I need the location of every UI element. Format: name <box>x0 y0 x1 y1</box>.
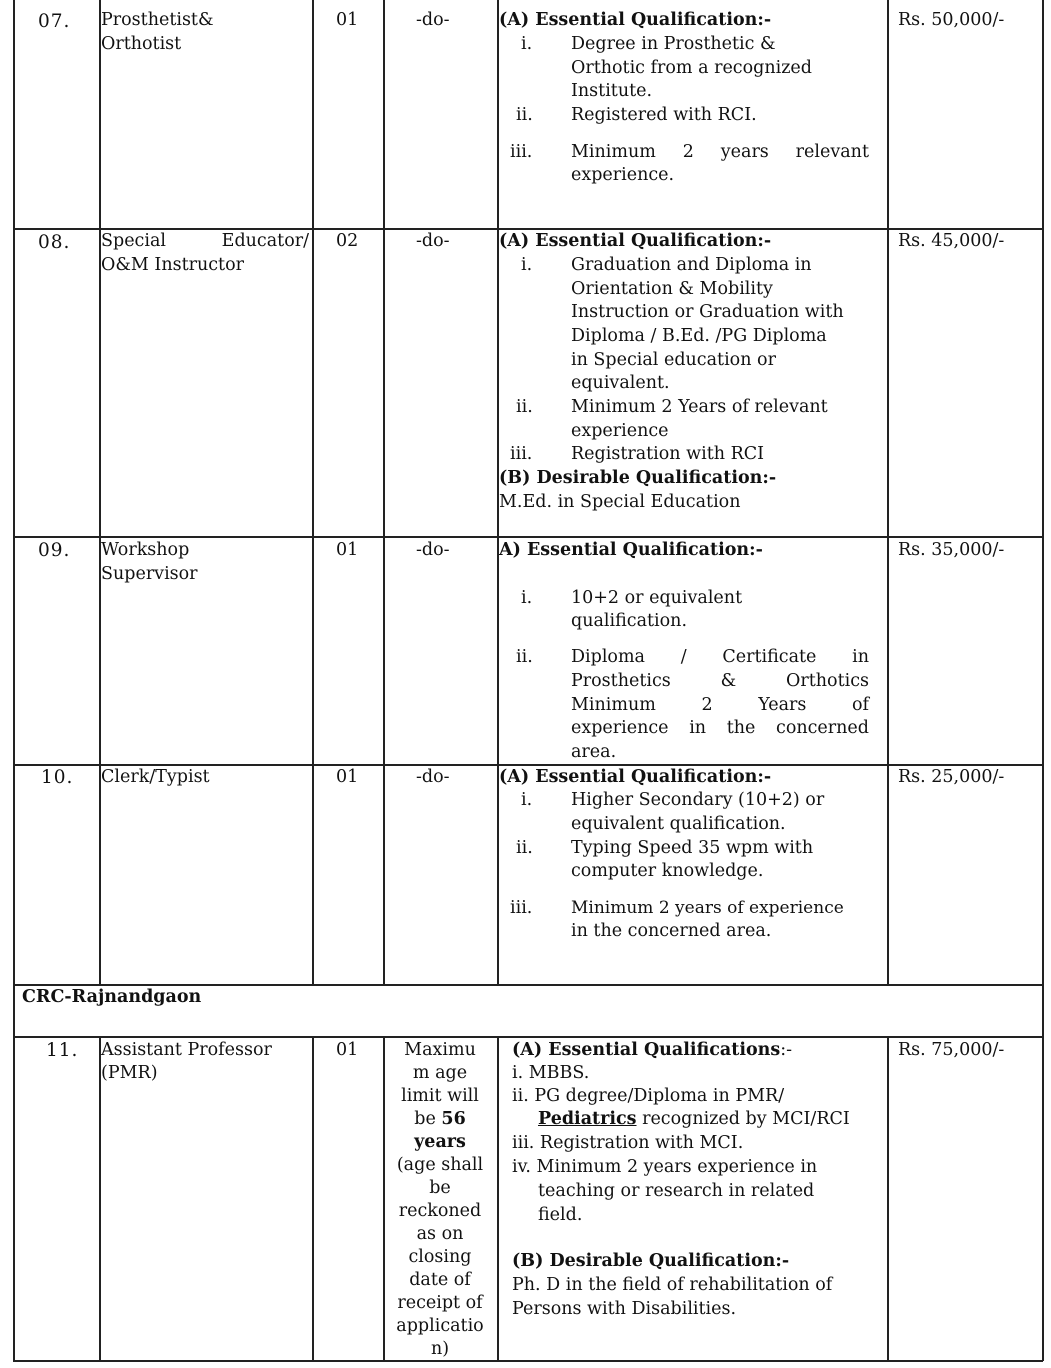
qualification-text: Minimum 2 Years of relevant <box>571 397 828 417</box>
item-number: i. <box>521 34 533 54</box>
section-heading: CRC-Rajnandgaon <box>22 987 202 1007</box>
age-limit-line: years <box>414 1132 466 1152</box>
item-number: iii. <box>510 898 533 918</box>
post-count: 01 <box>336 767 359 787</box>
post-name: (PMR) <box>101 1063 158 1083</box>
qualification-heading: (A) Essential Qualification:- <box>499 767 772 787</box>
row-divider <box>13 536 1043 538</box>
post-count: 01 <box>336 10 359 30</box>
serial-number: 11. <box>46 1040 79 1061</box>
qualification-text: Orthotic from a recognized <box>571 58 812 78</box>
age-limit: -do- <box>416 540 450 560</box>
post-name: Workshop <box>101 540 190 560</box>
qualification-text: Registered with RCI. <box>571 105 757 125</box>
qualification-text: equivalent. <box>571 373 670 393</box>
item-number: ii. <box>516 838 533 858</box>
qualification-text: field. <box>538 1205 583 1225</box>
column-border <box>312 0 314 985</box>
item-number: i. <box>521 790 533 810</box>
desirable-text: Ph. D in the field of rehabilitation of <box>512 1275 833 1295</box>
age-limit-line: limit will <box>401 1086 479 1106</box>
qualification-text: Institute. <box>571 81 653 101</box>
desirable-heading: (B) Desirable Qualification:- <box>512 1251 790 1271</box>
salary: Rs. 75,000/- <box>898 1040 1005 1060</box>
qualification-text: computer knowledge. <box>571 861 764 881</box>
post-name: Orthotist <box>101 34 182 54</box>
post-count: 01 <box>336 540 359 560</box>
qualification-text: Typing Speed 35 wpm with <box>571 838 814 858</box>
column-border <box>99 0 101 985</box>
column-border <box>383 0 385 985</box>
salary: Rs. 45,000/- <box>898 231 1005 251</box>
serial-number: 07. <box>38 11 71 32</box>
age-limit-line: closing <box>408 1247 472 1267</box>
qualification-text: Orientation & Mobility <box>571 279 773 299</box>
serial-number: 08. <box>38 232 71 253</box>
column-border <box>887 1036 889 1361</box>
age-limit-line: (age shall <box>396 1155 484 1175</box>
column-border <box>312 1036 314 1361</box>
age-limit-line: Maximu <box>404 1040 476 1060</box>
post-count: 01 <box>336 1040 359 1060</box>
qualification-text: experience in the concerned <box>571 718 869 738</box>
post-count: 02 <box>336 231 359 251</box>
qualification-text: Prosthetics & Orthotics <box>571 671 869 691</box>
qualification-text: ii. PG degree/Diploma in PMR/ <box>512 1086 785 1106</box>
qualification-text: qualification. <box>571 611 688 631</box>
qualification-text: Minimum 2 years relevant <box>571 142 869 162</box>
age-limit-line: date of <box>409 1270 471 1290</box>
column-border <box>1042 0 1044 1361</box>
item-number: iii. <box>510 142 533 162</box>
post-name: Clerk/Typist <box>101 767 210 787</box>
qualification-text: Diploma / Certificate in <box>571 647 869 667</box>
age-limit-line: receipt of <box>397 1293 483 1313</box>
serial-number: 10. <box>41 767 74 788</box>
qualification-text: teaching or research in related <box>538 1181 815 1201</box>
qualification-text: equivalent qualification. <box>571 814 786 834</box>
qualification-heading: A) Essential Qualification:- <box>499 540 763 560</box>
item-number: ii. <box>516 647 533 667</box>
age-limit-line: be <box>429 1178 451 1198</box>
qualification-text: experience <box>571 421 669 441</box>
qualification-text: Diploma / B.Ed. /PG Diploma <box>571 326 827 346</box>
column-border <box>497 1036 499 1361</box>
salary: Rs. 50,000/- <box>898 10 1005 30</box>
qualification-text: Higher Secondary (10+2) or <box>571 790 825 810</box>
qualification-text: Instruction or Graduation with <box>571 302 844 322</box>
item-number: ii. <box>516 397 533 417</box>
qualification-text: 10+2 or equivalent <box>571 588 743 608</box>
qualification-text: i. MBBS. <box>512 1063 590 1083</box>
table-bottom-border <box>13 1360 1043 1362</box>
row-divider <box>13 1036 1043 1038</box>
post-name: Special Educator/ <box>101 231 309 251</box>
serial-number: 09. <box>38 540 71 561</box>
post-name: Supervisor <box>101 564 198 584</box>
age-limit-line: m age <box>412 1063 468 1083</box>
age-limit-line: be 56 <box>414 1109 466 1129</box>
qualification-text: in Special education or <box>571 350 776 370</box>
qualification-heading: (A) Essential Qualifications:- <box>512 1040 793 1060</box>
desirable-text: M.Ed. in Special Education <box>499 492 741 512</box>
column-border <box>887 0 889 985</box>
age-limit: -do- <box>416 231 450 251</box>
salary: Rs. 25,000/- <box>898 767 1005 787</box>
age-limit-line: reckoned <box>398 1201 482 1221</box>
item-number: iii. <box>510 444 533 464</box>
item-number: ii. <box>516 105 533 125</box>
qualification-text: experience. <box>571 165 675 185</box>
post-name: Prosthetist& <box>101 10 214 30</box>
age-limit-line: n) <box>430 1339 450 1359</box>
qualification-text: iii. Registration with MCI. <box>512 1133 744 1153</box>
age-limit-line: as on <box>416 1224 464 1244</box>
column-border <box>13 0 15 1361</box>
qualification-text: Registration with RCI <box>571 444 765 464</box>
qualification-heading: (A) Essential Qualification:- <box>499 231 772 251</box>
age-limit: -do- <box>416 10 450 30</box>
age-limit-line: applicatio <box>396 1316 484 1336</box>
post-name: Assistant Professor <box>101 1040 272 1060</box>
qualification-text: area. <box>571 742 617 762</box>
qualification-heading: (A) Essential Qualification:- <box>499 10 772 30</box>
qualification-text: Minimum 2 Years of <box>571 695 869 715</box>
qualification-text: Minimum 2 years of experience <box>571 898 844 918</box>
item-number: i. <box>521 255 533 275</box>
qualification-text: iv. Minimum 2 years experience in <box>512 1157 818 1177</box>
qualification-text: in the concerned area. <box>571 921 772 941</box>
item-number: i. <box>521 588 533 608</box>
age-limit: -do- <box>416 767 450 787</box>
post-name: O&M Instructor <box>101 255 244 275</box>
qualification-text: Graduation and Diploma in <box>571 255 812 275</box>
desirable-text: Persons with Disabilities. <box>512 1299 737 1319</box>
qualification-text: Pediatrics recognized by MCI/RCI <box>538 1109 850 1129</box>
desirable-heading: (B) Desirable Qualification:- <box>499 468 777 488</box>
salary: Rs. 35,000/- <box>898 540 1005 560</box>
qualification-text: Degree in Prosthetic & <box>571 34 776 54</box>
